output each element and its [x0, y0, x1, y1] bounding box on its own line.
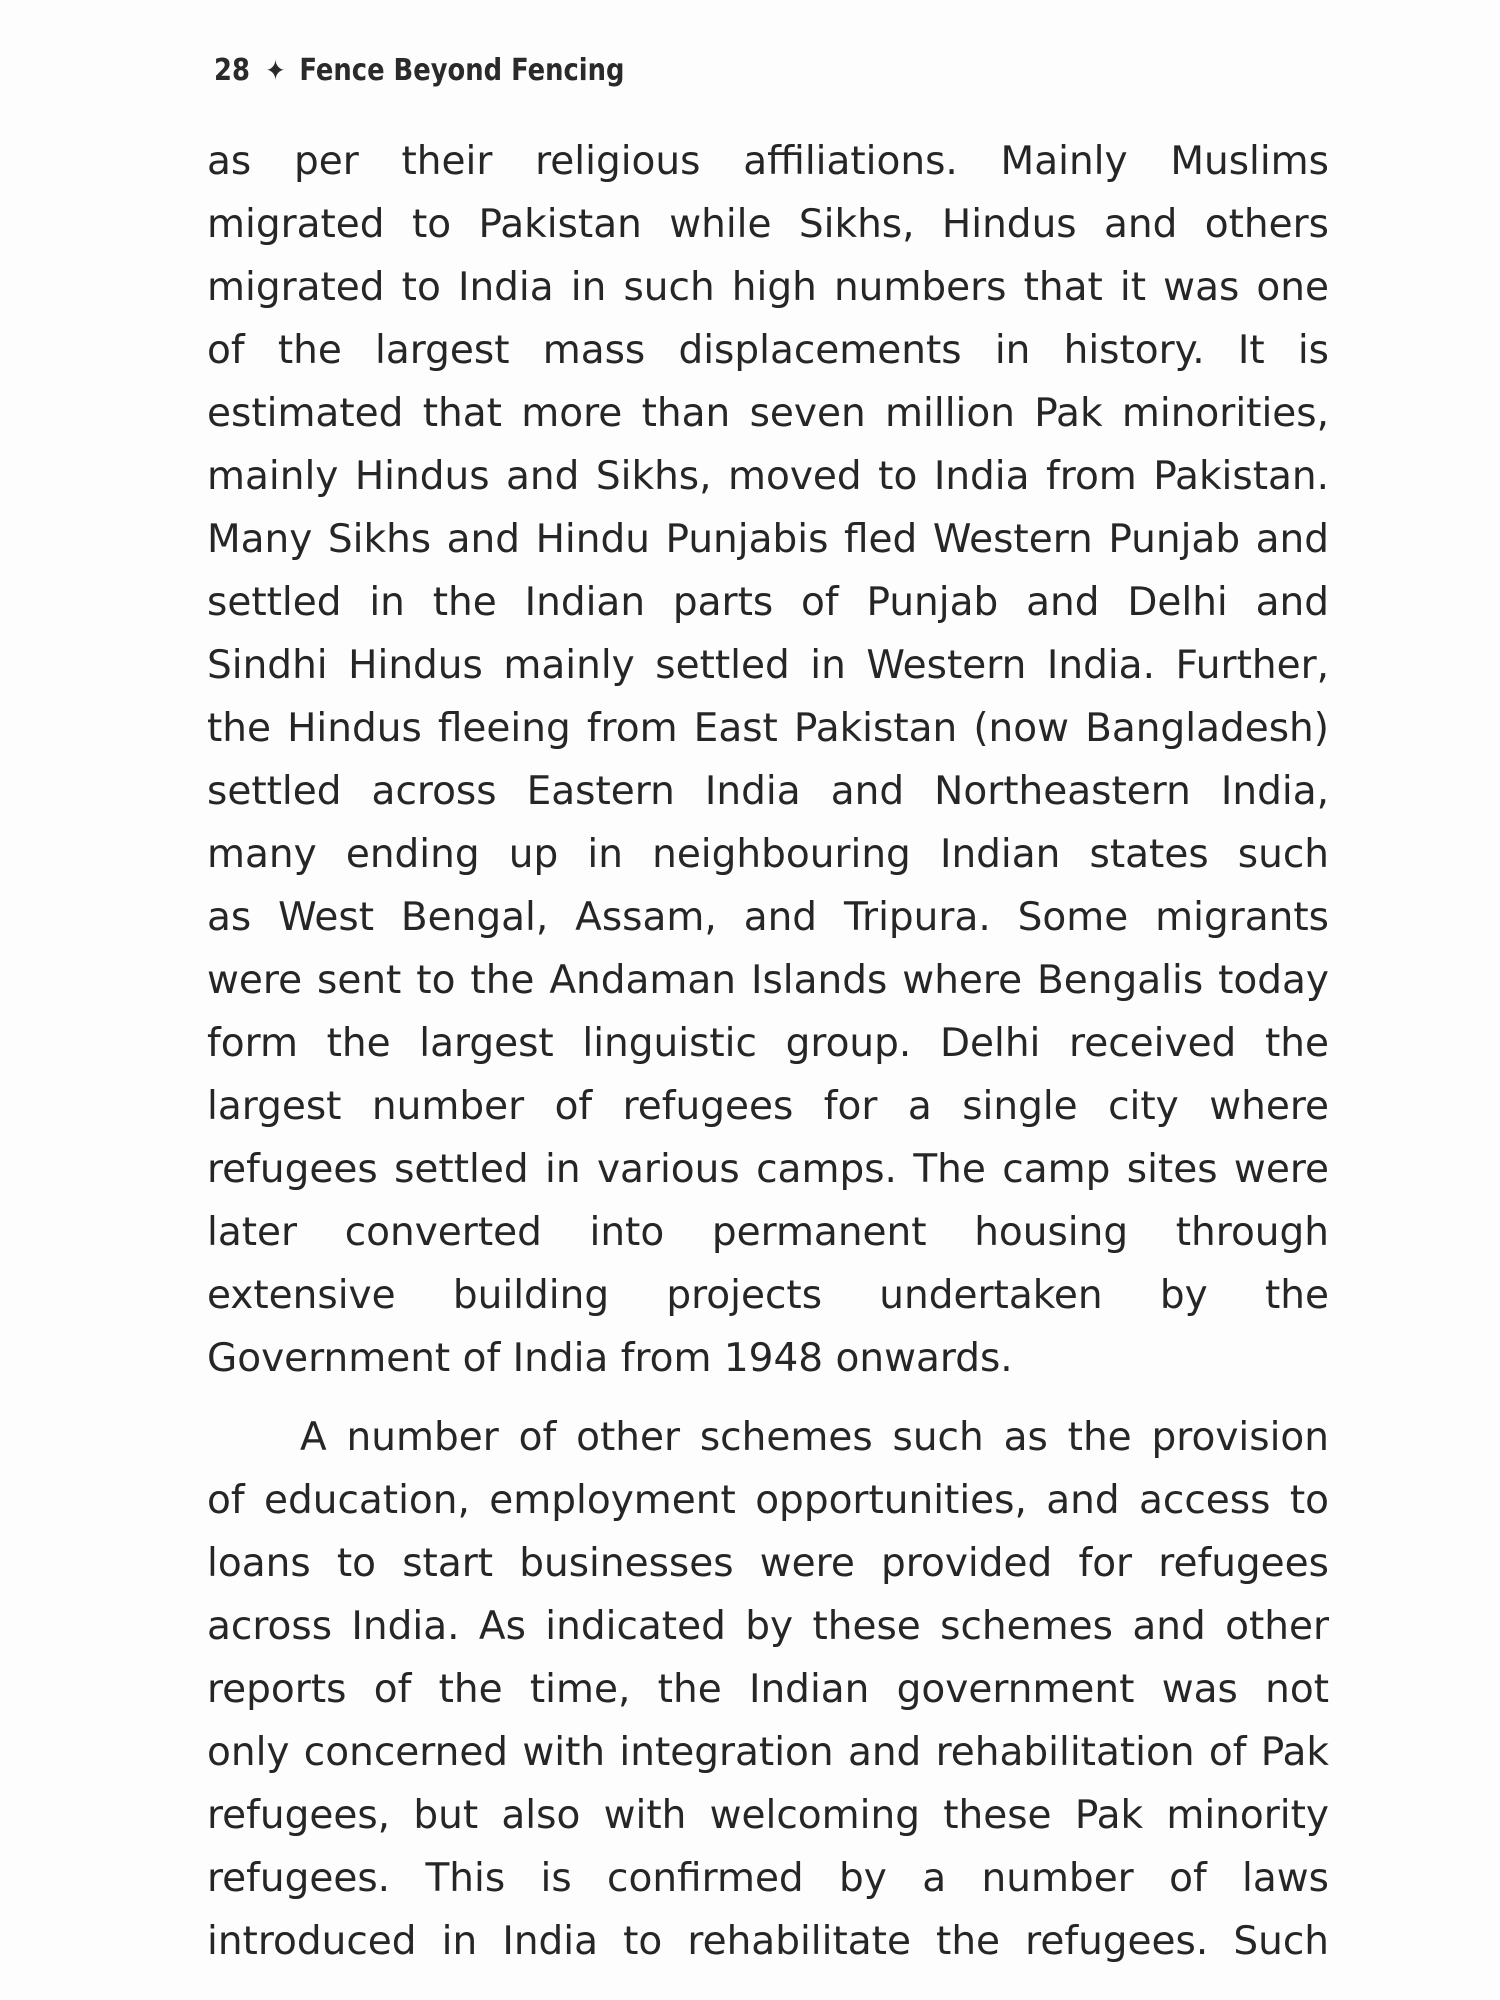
text-line: settled across Eastern India and Northeastern India, — [207, 769, 1329, 814]
text-line: as per their religious affiliations. Mainly Muslims — [207, 139, 1329, 184]
text-line: largest number of refugees for a single city where — [207, 1084, 1329, 1129]
text-line: as West Bengal, Assam, and Tripura. Some migrants — [207, 895, 1329, 940]
text-line: refugees settled in various camps. The camp sites were — [207, 1147, 1329, 1192]
paragraph-2 — [207, 1406, 1329, 1973]
text-line: of the largest mass displacements in history. It is — [207, 328, 1329, 373]
text-line: mainly Hindus and Sikhs, moved to India from Pakistan. — [207, 454, 1329, 499]
text-line: the Hindus fleeing from East Pakistan (now Bangladesh) — [207, 706, 1329, 751]
text-line: migrated to Pakistan while Sikhs, Hindus and others — [207, 202, 1329, 247]
star-ornament-icon: ✦ — [265, 53, 286, 87]
text-line: refugees. This is confirmed by a number of laws — [207, 1856, 1329, 1901]
text-line: Many Sikhs and Hindu Punjabis fled Western Punjab and — [207, 517, 1329, 562]
page-number: 28 — [214, 52, 250, 88]
text-line: extensive building projects undertaken by the — [207, 1273, 1329, 1318]
text-line: were sent to the Andaman Islands where Bengalis today — [207, 958, 1329, 1003]
text-line: loans to start businesses were provided for refugees — [207, 1541, 1329, 1586]
running-head — [214, 50, 624, 90]
text-line: across India. As indicated by these schemes and other — [207, 1604, 1329, 1649]
text-line: A number of other schemes such as the provision — [300, 1415, 1329, 1460]
book-title: Fence Beyond Fencing — [299, 52, 625, 88]
text-line: Sindhi Hindus mainly settled in Western India. Further, — [207, 643, 1329, 688]
text-line: reports of the time, the Indian government was not — [207, 1667, 1329, 1712]
text-line: form the largest linguistic group. Delhi received the — [207, 1021, 1329, 1066]
text-line: introduced in India to rehabilitate the refugees. Such — [207, 1919, 1329, 1964]
paragraph-1 — [207, 130, 1329, 1390]
text-line: estimated that more than seven million Pak minorities, — [207, 391, 1329, 436]
text-line: Government of India from 1948 onwards. — [207, 1336, 1013, 1381]
text-line: settled in the Indian parts of Punjab and Delhi and — [207, 580, 1329, 625]
text-line: many ending up in neighbouring Indian states such — [207, 832, 1329, 877]
text-line: of education, employment opportunities, and access to — [207, 1478, 1329, 1523]
text-line: later converted into permanent housing through — [207, 1210, 1329, 1255]
text-line: migrated to India in such high numbers that it was one — [207, 265, 1329, 310]
text-line: only concerned with integration and rehabilitation of Pak — [207, 1730, 1329, 1775]
text-line: refugees, but also with welcoming these Pak minority — [207, 1793, 1329, 1838]
